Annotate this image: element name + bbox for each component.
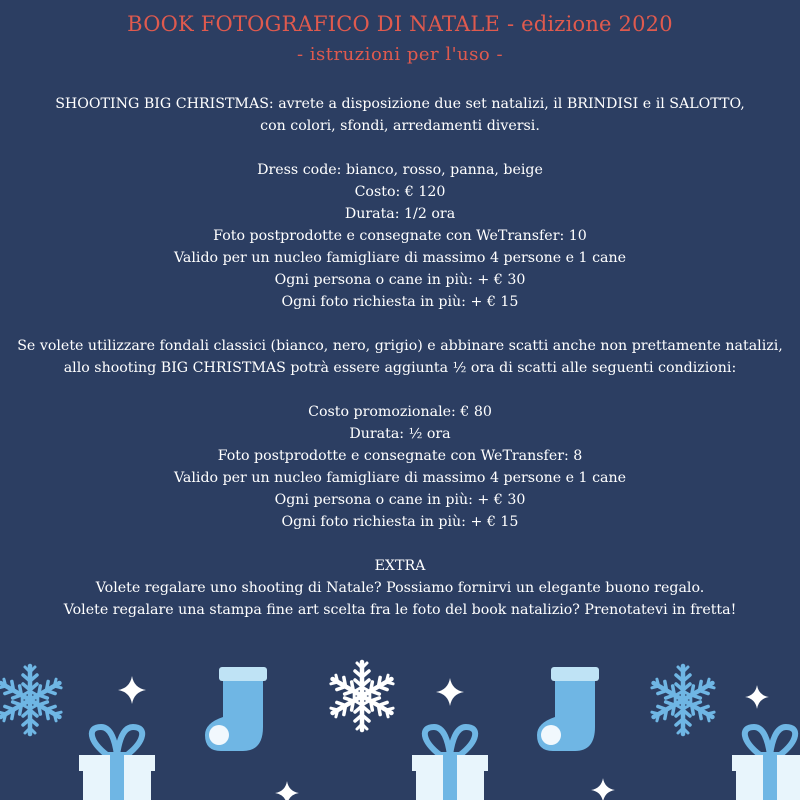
sock-icon [205,667,267,751]
package2-photos: Foto postprodotte e consegnate con WeTransfer: 8 [217,448,583,464]
package2-extra-photo: Ogni foto richiesta in più: + € 15 [281,514,519,530]
page-subtitle: - istruzioni per l'uso - [296,44,504,65]
addon-line-1: Se volete utilizzare fondali classici (bianco, nero, grigio) e abbinare scatti anche non prettamente natalizi, [17,338,783,354]
gift-icon [412,727,488,800]
package1-duration: Durata: 1/2 ora [344,206,456,222]
sparkle-icon [591,778,615,800]
extra-line-1: Volete regalare uno shooting di Natale? Possiamo fornirvi un elegante buono regalo. [95,580,705,596]
intro-line-1: SHOOTING BIG CHRISTMAS: avrete a disposizione due set natalizi, il BRINDISI e il SALOTTO, [55,96,745,112]
addon-line-2: allo shooting BIG CHRISTMAS potrà essere aggiunta ½ ora di scatti alle seguenti condizioni: [63,360,737,376]
snowflake-icon [329,662,395,730]
package2-duration: Durata: ½ ora [349,426,451,442]
package1-extra-photo: Ogni foto richiesta in più: + € 15 [281,294,519,310]
page-title: BOOK FOTOGRAFICO DI NATALE - edizione 2020 [127,12,673,36]
snowflake-icon [650,666,716,734]
package1-valid: Valido per un nucleo famigliare di massimo 4 persone e 1 cane [173,250,627,266]
package2-extra-person: Ogni persona o cane in più: + € 30 [274,492,526,508]
instructions-text [0,93,800,621]
package1-dress-code: Dress code: bianco, rosso, panna, beige [257,162,543,178]
package1-photos: Foto postprodotte e consegnate con WeTransfer: 10 [213,228,587,244]
extra-heading: EXTRA [374,558,426,574]
extra-line-2: Volete regalare una stampa fine art scelta fra le foto del book natalizio? Prenotatevi in fretta! [63,602,737,618]
package1-extra-person: Ogni persona o cane in più: + € 30 [274,272,526,288]
package2-valid: Valido per un nucleo famigliare di massimo 4 persone e 1 cane [173,470,627,486]
package1-cost: Costo: € 120 [354,184,446,200]
sparkle-icon [436,678,464,706]
sparkle-icon [275,781,299,800]
sparkle-icon [745,685,769,709]
sock-icon [537,667,599,751]
gift-icon [732,727,800,800]
sparkle-icon [118,676,146,704]
intro-line-2: con colori, sfondi, arredamenti diversi. [260,118,540,134]
snowflake-icon [0,666,63,734]
christmas-decorations [0,640,800,800]
package2-cost: Costo promozionale: € 80 [308,404,492,420]
gift-icon [79,727,155,800]
